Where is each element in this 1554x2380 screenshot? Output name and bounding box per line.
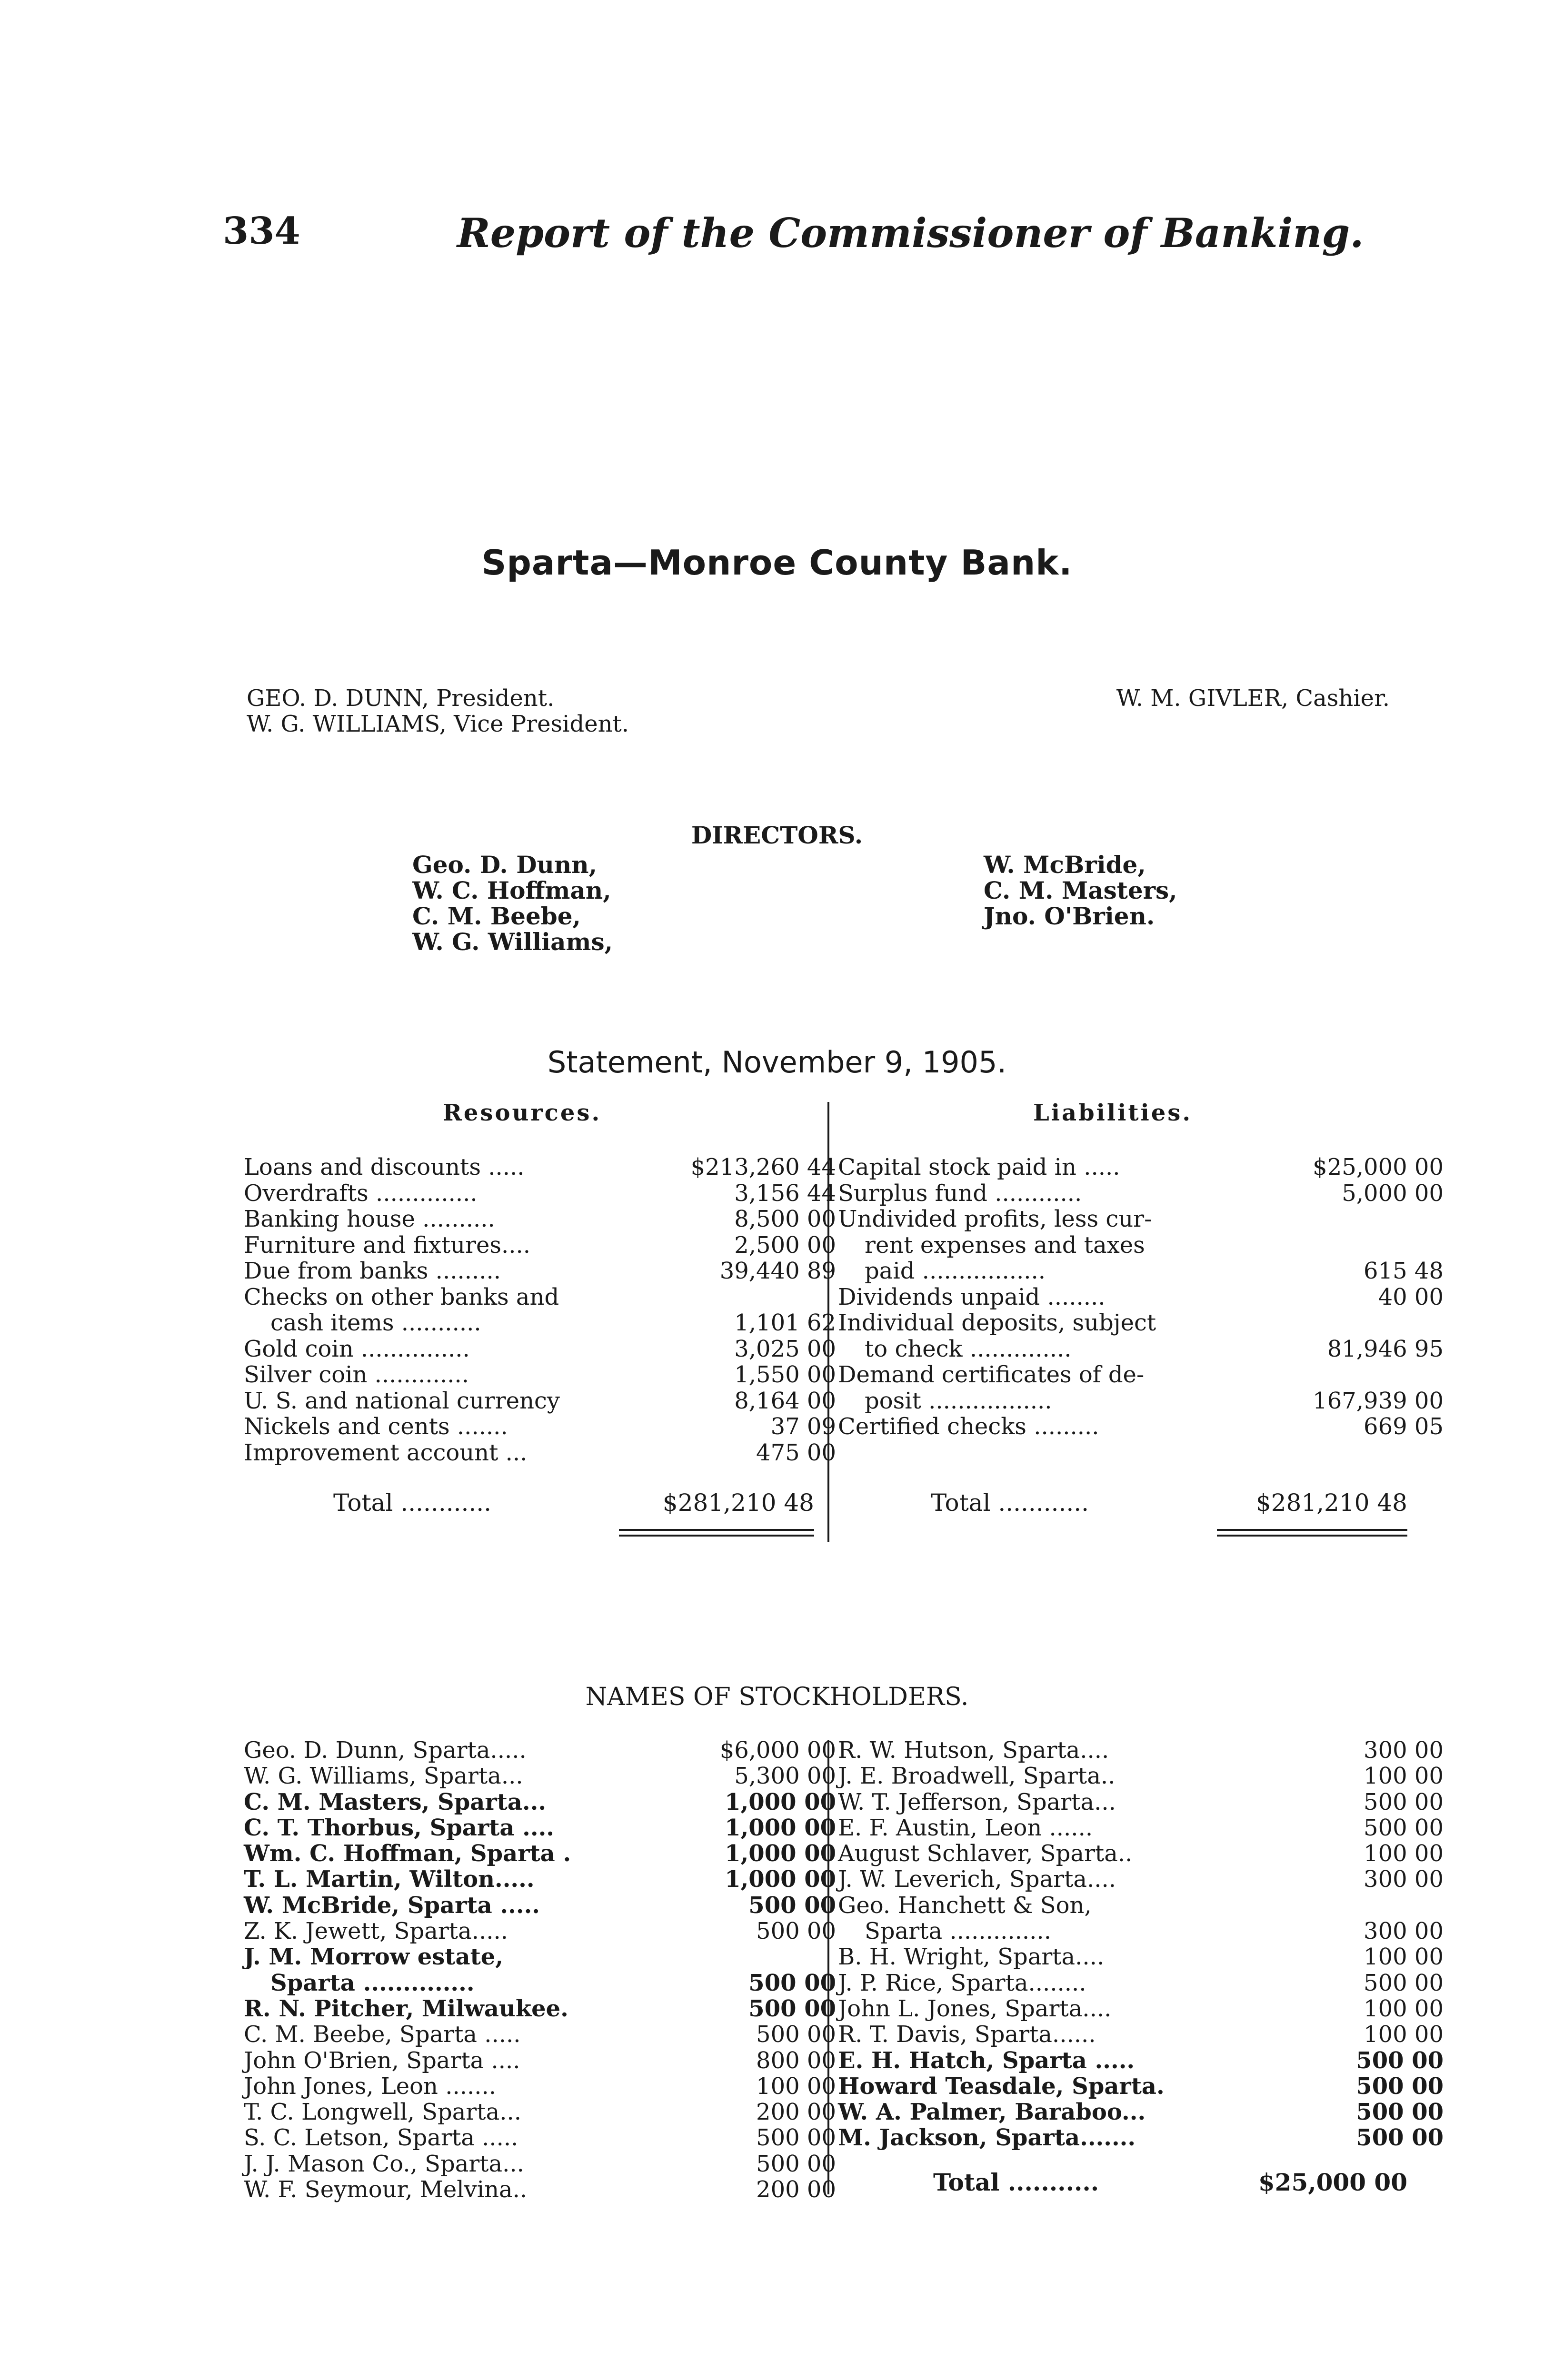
- stockholders-total-value: $25,000 00: [1258, 2168, 1407, 2196]
- table-row: [244, 1737, 836, 1763]
- row-value: 300 00: [1364, 1866, 1444, 1893]
- row-value: 1,000 00: [725, 1814, 836, 1841]
- row-label: E. H. Hatch, Sparta .....: [838, 2047, 1135, 2074]
- row-value: 100 00: [1364, 1840, 1444, 1867]
- director: W. C. Hoffman,: [412, 876, 611, 904]
- row-label: Surplus fund ............: [838, 1180, 1082, 1207]
- row-value: 100 00: [1364, 2021, 1444, 2048]
- row-label: Improvement account ...: [244, 1439, 528, 1466]
- row-label: Gold coin ...............: [244, 1335, 470, 1362]
- row-label: Nickels and cents .......: [244, 1413, 508, 1440]
- table-row: [244, 1154, 836, 1180]
- table-row: [838, 1180, 1444, 1207]
- row-value: 3,025 00: [734, 1335, 836, 1362]
- row-label: J. E. Broadwell, Sparta..: [838, 1763, 1116, 1790]
- row-label: Sparta ..............: [270, 1969, 475, 1996]
- row-value: 100 00: [756, 2073, 836, 2100]
- row-label: to check ..............: [865, 1335, 1072, 1362]
- table-row: [244, 1336, 836, 1362]
- table-row: [838, 1258, 1444, 1284]
- row-value: 40 00: [1378, 1283, 1444, 1310]
- row-value: 100 00: [1364, 1944, 1444, 1971]
- table-row: [838, 1206, 1444, 1232]
- row-label: Banking house ..........: [244, 1206, 495, 1232]
- table-row: [244, 1388, 836, 1414]
- table-row: [244, 2099, 836, 2125]
- row-value: 800 00: [756, 2047, 836, 2074]
- row-label: John O'Brien, Sparta ....: [244, 2047, 520, 2074]
- row-value: 500 00: [1356, 2099, 1444, 2126]
- table-row: [838, 1970, 1444, 1996]
- stockholders-left-table: [244, 1737, 836, 2202]
- table-row: [244, 2177, 836, 2202]
- table-row: [244, 2022, 836, 2047]
- table-row: [838, 2073, 1444, 2099]
- row-label: Checks on other banks and: [244, 1283, 559, 1310]
- row-value: 500 00: [1356, 2073, 1444, 2100]
- row-label: Certified checks .........: [838, 1413, 1099, 1440]
- row-value: 1,000 00: [725, 1840, 836, 1867]
- table-row: [244, 1763, 836, 1789]
- row-value: 200 00: [756, 2176, 836, 2203]
- row-label: Capital stock paid in .....: [838, 1154, 1120, 1180]
- row-label: B. H. Wright, Sparta....: [838, 1944, 1105, 1971]
- director: Geo. D. Dunn,: [412, 851, 598, 879]
- table-row: [838, 1737, 1444, 1763]
- row-label: T. C. Longwell, Sparta...: [244, 2099, 521, 2126]
- table-row: [244, 1414, 836, 1440]
- row-label: R. N. Pitcher, Milwaukee.: [244, 1995, 568, 2022]
- row-label: Loans and discounts .....: [244, 1154, 525, 1180]
- table-row: [244, 1893, 836, 1918]
- row-value: 500 00: [756, 2150, 836, 2177]
- row-value: 1,101 62: [734, 1309, 836, 1336]
- row-label: J. M. Morrow estate,: [244, 1944, 503, 1971]
- liabilities-total-label: Total ............: [931, 1489, 1089, 1517]
- row-value: 8,164 00: [734, 1387, 836, 1414]
- row-value: 500 00: [748, 1969, 836, 1996]
- table-row: [244, 1841, 836, 1866]
- row-label: R. W. Hutson, Sparta....: [838, 1737, 1109, 1764]
- row-value: 500 00: [748, 1892, 836, 1919]
- row-label: W. G. Williams, Sparta...: [244, 1763, 523, 1790]
- table-row: [244, 1232, 836, 1259]
- table-row: [244, 1918, 836, 1944]
- row-label: Geo. D. Dunn, Sparta.....: [244, 1737, 527, 1764]
- row-value: [1260, 1362, 1444, 1388]
- stockholders-right-table: [838, 1737, 1444, 2151]
- row-value: 500 00: [1356, 2047, 1444, 2074]
- row-label: M. Jackson, Sparta.......: [838, 2124, 1136, 2152]
- table-row: [838, 1789, 1444, 1815]
- table-row: [244, 1944, 836, 1970]
- row-label: John L. Jones, Sparta....: [838, 1995, 1112, 2022]
- resources-total-label: Total ............: [333, 1489, 492, 1517]
- directors-right-list: [984, 852, 1177, 929]
- directors-left-list: [412, 852, 613, 955]
- row-value: 500 00: [1364, 1788, 1444, 1815]
- table-row: [838, 2125, 1444, 2151]
- row-label: J. W. Leverich, Sparta....: [838, 1866, 1116, 1893]
- row-label: posit .................: [865, 1387, 1052, 1414]
- table-row: [838, 1154, 1444, 1180]
- table-row: [244, 1258, 836, 1284]
- row-label: Wm. C. Hoffman, Sparta .: [244, 1840, 571, 1867]
- row-value: [1260, 1310, 1444, 1336]
- table-row: [838, 1866, 1444, 1892]
- row-value: 500 00: [756, 2021, 836, 2048]
- table-row: [838, 1918, 1444, 1944]
- row-label: C. M. Beebe, Sparta .....: [244, 2021, 521, 2048]
- row-value: [1260, 1893, 1444, 1918]
- row-value: 1,000 00: [725, 1866, 836, 1893]
- resources-total-value: $281,210 48: [662, 1489, 814, 1517]
- row-value: 167,939 00: [1313, 1387, 1444, 1414]
- row-label: paid .................: [865, 1258, 1046, 1284]
- row-label: W. McBride, Sparta .....: [244, 1892, 540, 1919]
- director: C. M. Masters,: [984, 876, 1177, 904]
- row-label: Silver coin .............: [244, 1361, 469, 1388]
- table-row: [838, 1336, 1444, 1362]
- row-value: 300 00: [1364, 1737, 1444, 1764]
- row-label: C. T. Thorbus, Sparta ....: [244, 1814, 555, 1841]
- row-label: Individual deposits, subject: [838, 1309, 1156, 1336]
- table-row: [838, 2099, 1444, 2125]
- row-label: Overdrafts ..............: [244, 1180, 478, 1207]
- resources-table: [244, 1154, 836, 1466]
- stockholders-title: NAMES OF STOCKHOLDERS.: [585, 1683, 969, 1711]
- table-row: [838, 1284, 1444, 1310]
- row-label: rent expenses and taxes: [865, 1231, 1145, 1259]
- director: C. M. Beebe,: [412, 902, 581, 930]
- president: GEO. D. DUNN, President.: [247, 685, 555, 712]
- table-row: [838, 1763, 1444, 1789]
- stockholders-total-label: Total ...........: [933, 2168, 1099, 2196]
- table-row: [838, 1310, 1444, 1336]
- row-value: $25,000 00: [1313, 1154, 1444, 1180]
- row-value: 5,000 00: [1342, 1180, 1444, 1207]
- row-value: 37 09: [770, 1413, 836, 1440]
- row-value: $6,000 00: [719, 1737, 836, 1764]
- row-value: 3,156 44: [734, 1180, 836, 1207]
- table-row: [244, 2125, 836, 2151]
- row-label: W. F. Seymour, Melvina..: [244, 2176, 528, 2203]
- row-value: 81,946 95: [1327, 1335, 1444, 1362]
- row-label: U. S. and national currency: [244, 1387, 560, 1414]
- row-label: cash items ...........: [270, 1309, 481, 1336]
- table-row: [244, 1815, 836, 1841]
- row-value: 5,300 00: [734, 1763, 836, 1790]
- row-label: W. A. Palmer, Baraboo...: [838, 2099, 1146, 2126]
- row-value: 8,500 00: [734, 1206, 836, 1232]
- row-value: 615 48: [1364, 1258, 1444, 1284]
- row-value: 500 00: [1364, 1814, 1444, 1841]
- row-value: 2,500 00: [734, 1231, 836, 1259]
- row-label: S. C. Letson, Sparta .....: [244, 2124, 518, 2152]
- liabilities-total-value: $281,210 48: [1255, 1489, 1407, 1517]
- row-label: John Jones, Leon .......: [244, 2073, 496, 2100]
- row-label: R. T. Davis, Sparta......: [838, 2021, 1096, 2048]
- table-row: [244, 1362, 836, 1388]
- row-value: 1,000 00: [725, 1788, 836, 1815]
- table-row: [244, 1284, 836, 1310]
- table-row: [244, 1996, 836, 2022]
- row-label: Z. K. Jewett, Sparta.....: [244, 1918, 508, 1945]
- table-row: [838, 1388, 1444, 1414]
- row-value: [1260, 1232, 1444, 1259]
- row-label: E. F. Austin, Leon ......: [838, 1814, 1093, 1841]
- page-number: 334: [223, 209, 300, 253]
- liabilities-table: [838, 1154, 1444, 1440]
- row-label: Undivided profits, less cur-: [838, 1206, 1152, 1232]
- row-label: Howard Teasdale, Sparta.: [838, 2073, 1165, 2100]
- row-value: 300 00: [1364, 1918, 1444, 1945]
- row-label: Furniture and fixtures....: [244, 1231, 531, 1259]
- table-row: [244, 2048, 836, 2073]
- table-row: [244, 1180, 836, 1207]
- row-value: 500 00: [756, 1918, 836, 1945]
- row-value: [1260, 1206, 1444, 1232]
- row-label: W. T. Jefferson, Sparta...: [838, 1788, 1116, 1815]
- table-row: [838, 1996, 1444, 2022]
- row-label: J. P. Rice, Sparta........: [838, 1969, 1086, 1996]
- row-label: J. J. Mason Co., Sparta...: [244, 2150, 524, 2177]
- row-value: 669 05: [1364, 1413, 1444, 1440]
- row-label: Demand certificates of de-: [838, 1361, 1145, 1388]
- resources-heading: Resources.: [443, 1100, 602, 1126]
- liabilities-heading: Liabilities.: [1033, 1100, 1193, 1126]
- row-value: $213,260 44: [690, 1154, 836, 1180]
- row-value: 100 00: [1364, 1763, 1444, 1790]
- row-label: Due from banks .........: [244, 1258, 501, 1284]
- cashier: W. M. GIVLER, Cashier.: [1116, 685, 1390, 712]
- table-row: [838, 1841, 1444, 1866]
- row-label: Sparta ..............: [865, 1918, 1051, 1945]
- table-row: [244, 1310, 836, 1336]
- table-row: [838, 1893, 1444, 1918]
- row-value: 100 00: [1364, 1995, 1444, 2022]
- row-value: [660, 1944, 836, 1970]
- table-row: [244, 1970, 836, 1996]
- table-row: [838, 1815, 1444, 1841]
- row-value: [660, 1284, 836, 1310]
- directors-title: DIRECTORS.: [691, 821, 863, 849]
- table-row: [244, 2151, 836, 2177]
- statement-title: Statement, November 9, 1905.: [547, 1045, 1007, 1080]
- table-row: [838, 1232, 1444, 1259]
- row-value: 500 00: [756, 2124, 836, 2152]
- director: Jno. O'Brien.: [984, 902, 1155, 930]
- row-value: 39,440 89: [719, 1258, 836, 1284]
- director: W. McBride,: [984, 851, 1146, 879]
- row-label: August Schlaver, Sparta..: [838, 1840, 1133, 1867]
- table-row: [838, 1414, 1444, 1440]
- row-value: 1,550 00: [734, 1361, 836, 1388]
- director: W. G. Williams,: [412, 928, 613, 956]
- row-value: 500 00: [748, 1995, 836, 2022]
- row-label: Dividends unpaid ........: [838, 1283, 1106, 1310]
- running-head: Report of the Commissioner of Banking.: [457, 209, 1364, 257]
- row-label: T. L. Martin, Wilton.....: [244, 1866, 535, 1893]
- officers-left: [247, 685, 629, 737]
- table-row: [244, 1206, 836, 1232]
- row-value: 475 00: [756, 1439, 836, 1466]
- table-row: [838, 1944, 1444, 1970]
- row-value: 500 00: [1364, 1969, 1444, 1996]
- row-label: C. M. Masters, Sparta...: [244, 1788, 547, 1815]
- resources-total-rule: [619, 1529, 814, 1537]
- table-row: [244, 1789, 836, 1815]
- row-label: Geo. Hanchett & Son,: [838, 1892, 1092, 1919]
- liabilities-total-rule: [1217, 1529, 1407, 1537]
- table-row: [838, 2022, 1444, 2047]
- bank-title: Sparta—Monroe County Bank.: [481, 543, 1073, 583]
- table-row: [244, 1440, 836, 1466]
- vice-president: W. G. WILLIAMS, Vice President.: [247, 711, 629, 737]
- table-row: [838, 1362, 1444, 1388]
- table-row: [838, 2048, 1444, 2073]
- row-value: 200 00: [756, 2099, 836, 2126]
- table-row: [244, 2073, 836, 2099]
- table-row: [244, 1866, 836, 1892]
- row-value: 500 00: [1356, 2124, 1444, 2152]
